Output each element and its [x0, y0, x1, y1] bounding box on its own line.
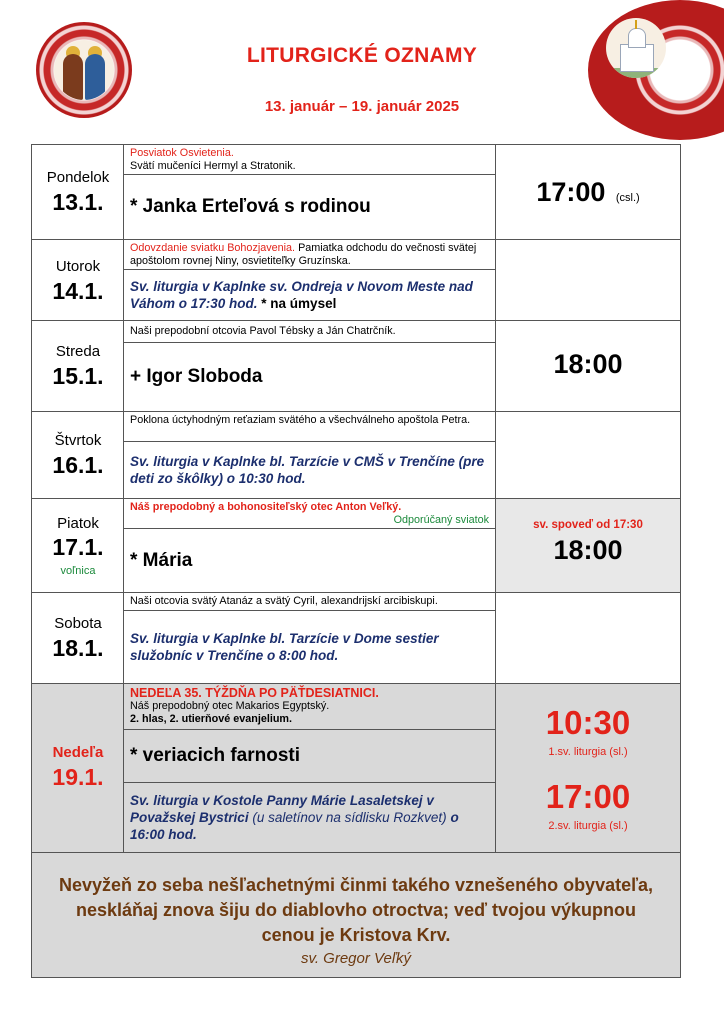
feast-title: Posviatok Osvietenia.: [130, 147, 234, 159]
content-cell: [124, 240, 496, 320]
day-cell: [32, 593, 124, 683]
feast-info: [124, 240, 495, 270]
content-cell: [124, 684, 496, 852]
time-note-second: 2.sv. liturgia (sl.): [548, 820, 628, 832]
mass-intention: + Igor Sloboda: [130, 366, 263, 387]
time-cell: [496, 593, 680, 683]
feast-text: Poklona úctyhodným reťaziam svätého a všechválneho apoštola Petra.: [130, 414, 471, 426]
quote-author: sv. Gregor Veľký: [300, 950, 412, 967]
page-header: [0, 0, 724, 140]
feast-info: [124, 412, 495, 442]
date-range: 13. január – 19. január 2025: [264, 98, 460, 115]
day-cell: [32, 684, 124, 852]
liturgy-info: [124, 442, 495, 498]
feast-title: Náš prepodobný a bohonositeľský otec Anton Veľký.: [130, 501, 402, 513]
feast-tone: 2. hlas, 2. utierňové evanjelium.: [130, 713, 293, 725]
liturgy-info: [124, 611, 495, 683]
feast-info: [124, 145, 495, 175]
mass-intention: * Janka Erteľová s rodinou: [130, 196, 371, 217]
feast-title: NEDEĽA 35. TÝŽDŇA PO PÄŤDESIATNICI.: [130, 686, 379, 700]
feast-text: Náš prepodobný otec Makarios Egyptský.: [130, 700, 330, 712]
day-name: Štvrtok: [54, 432, 102, 449]
day-cell: [32, 412, 124, 498]
row-thursday: [32, 412, 680, 499]
content-cell: [124, 499, 496, 592]
time-cell: [496, 240, 680, 320]
feast-text: Naši otcovia svätý Atanáz a svätý Cyril, alexandrijskí arcibiskupi.: [130, 595, 438, 607]
mass-intention: * Mária: [130, 549, 193, 571]
day-date: 17.1.: [52, 534, 104, 560]
day-cell: [32, 499, 124, 592]
day-date: 18.1.: [52, 635, 104, 661]
service-time-first: 10:30: [545, 704, 631, 741]
liturgy-text: Sv. liturgia v Kaplnke bl. Tarzície v CMŠ v Trenčíne (pre deti zo škôlky) o 10:30 hod.: [130, 454, 485, 486]
church-emblem-logo: [588, 0, 724, 140]
feast-text: Pamiatka odchodu do večnosti svätej apoštolom rovnej Niny, osvietiteľky Gruzínska.: [130, 242, 477, 267]
liturgy-text: Sv. liturgia v Kostole Panny Márie Lasaletskej v Považskej Bystrici: [130, 793, 434, 825]
day-date: 16.1.: [52, 452, 104, 478]
day-date: 19.1.: [52, 764, 104, 790]
day-name: Piatok: [57, 515, 99, 532]
feast-info: [124, 499, 495, 529]
day-name: Utorok: [55, 258, 101, 275]
quote-text: Nevyžeň zo seba nešľachetnými činmi takého vznešeného obyvateľa, neskláňaj znova šiju do diablovho otroctva; veď tvojou výkupnou cenou je Kristova Krv.: [58, 875, 654, 945]
service-time-second: 17:00: [545, 778, 631, 815]
row-friday: [32, 499, 680, 593]
feast-rank: Odporúčaný sviatok: [393, 514, 489, 526]
liturgy-info: [124, 783, 495, 852]
feast-info: [124, 321, 495, 343]
day-name: Pondelok: [46, 169, 110, 186]
feast-info: [124, 684, 495, 730]
liturgy-info: [124, 270, 495, 320]
time-cell: [496, 321, 680, 411]
day-name: Nedeľa: [52, 744, 104, 761]
time-cell: [496, 145, 680, 239]
fast-day-note: voľnica: [60, 565, 96, 577]
confession-note: sv. spoveď od 17:30: [533, 519, 643, 531]
row-tuesday: [32, 240, 680, 321]
liturgy-suffix: * na úmysel: [261, 296, 337, 311]
time-note: (csl.): [615, 192, 640, 204]
liturgy-text: Sv. liturgia v Kaplnke sv. Ondreja v Novom Meste nad Váhom o 17:30 hod.: [130, 279, 473, 311]
time-cell: [496, 684, 680, 852]
liturgy-end: o 16:00 hod.: [130, 810, 459, 842]
content-cell: [124, 593, 496, 683]
time-cell: [496, 412, 680, 498]
time-cell: [496, 499, 680, 592]
feast-title: Odovzdanie sviatku Bohozjavenia.: [130, 242, 296, 254]
mass-intention: * veriacich farnosti: [130, 745, 301, 766]
day-name: Sobota: [54, 615, 102, 632]
feast-text: Svätí mučeníci Hermyl a Stratonik.: [130, 160, 296, 172]
service-time: 17:00: [536, 177, 606, 207]
service-time: 18:00: [553, 535, 623, 565]
row-saturday: [32, 593, 680, 684]
schedule-table: [31, 144, 681, 978]
feast-info: [124, 593, 495, 611]
content-cell: [124, 321, 496, 411]
service-time: 18:00: [553, 349, 623, 379]
content-cell: [124, 145, 496, 239]
row-monday: [32, 145, 680, 240]
liturgy-note: (u saletínov na sídlisku Rozkvet): [252, 810, 447, 825]
day-cell: [32, 145, 124, 239]
time-note-first: 1.sv. liturgia (sl.): [548, 746, 628, 758]
liturgy-text: Sv. liturgia v Kaplnke bl. Tarzície v Dome sestier služobníc v Trenčíne o 8:00 hod.: [130, 631, 439, 663]
content-cell: [124, 412, 496, 498]
row-sunday: [32, 684, 680, 853]
feast-text: Naši prepodobní otcovia Pavol Tébsky a Ján Chatrčník.: [130, 325, 396, 337]
day-date: 13.1.: [52, 189, 104, 215]
day-date: 14.1.: [52, 278, 104, 304]
page-title: LITURGICKÉ OZNAMY: [246, 44, 478, 67]
day-date: 15.1.: [52, 363, 104, 389]
quote-box: [32, 853, 680, 977]
day-cell: [32, 240, 124, 320]
day-name: Streda: [55, 343, 101, 360]
row-wednesday: [32, 321, 680, 412]
day-cell: [32, 321, 124, 411]
